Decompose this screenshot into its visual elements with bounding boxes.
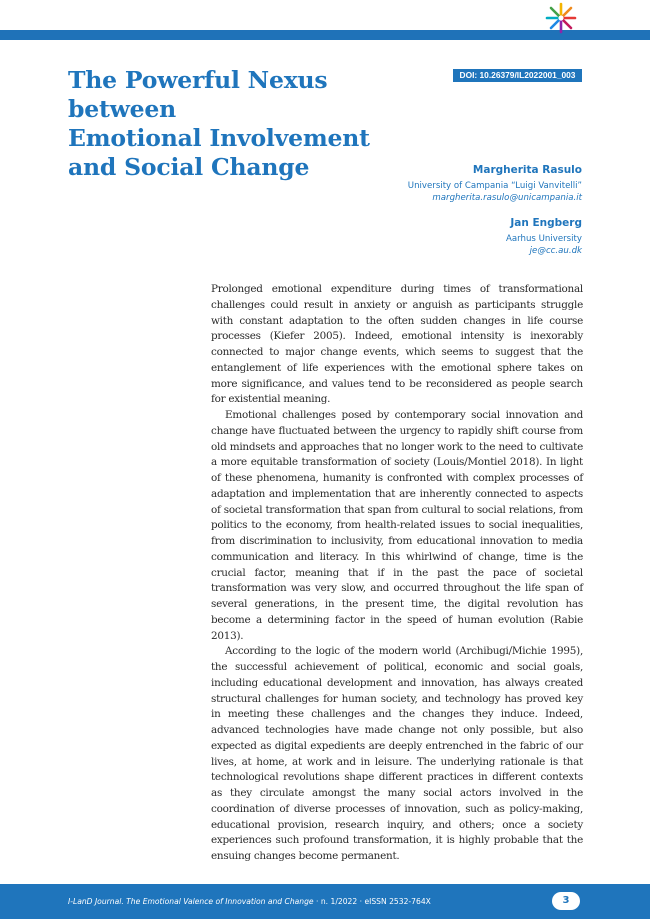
journal-name: I-LanD Journal. The Emotional Valence of Innovation and Change	[68, 897, 314, 906]
author-name: Jan Engberg	[510, 217, 582, 229]
journal-issue: · n. 1/2022 · eISSN 2532-764X	[313, 897, 431, 906]
author-email-link[interactable]: je@cc.au.dk	[529, 246, 582, 256]
page-number-badge: 3	[552, 892, 580, 910]
body-paragraph: Prolonged emotional expenditure during times of transformational challenges could result in anxiety or anguish as participants struggle with constant adaptation to the often sudden changes in life course processes (Kiefer 2005). Indeed, emotional intensity is inexorably connected to major change events, which seems to suggest that the entanglement of life experiences with the emotional sphere takes on more significance, and values tend to be reconsidered as people search for existential meaning.	[211, 283, 583, 406]
author-block	[282, 216, 582, 257]
body-paragraph: According to the logic of the modern world (Archibugi/Michie 1995), the successful achievement of political, economic and social goals, including educational development and innovation, has always created structural challenges for human society, and technology has proved key in meeting these challenges and the changes they induce. Indeed, advanced technologies have made change not only possible, but also expected as digital expedients are deeply entrenched in the fabric of our lives, at home, at work and in leisure. The underlying rationale is that technological revolutions shape different practices in different contexts as they circulate amongst the many social actors involved in the coordination of diverse processes of innovation, such as policy-making, educational provision, research inquiry, and others; once a society experiences such profound transformation, it is highly probable that the ensuing changes become permanent.	[211, 645, 583, 862]
title-line: Emotional Involvement	[68, 124, 370, 152]
body-paragraph: Emotional challenges posed by contemporary social innovation and change have fluctuated between the urgency to rapidly shift course from old mindsets and approaches that no longer work to the need to cultivate a more equitable transformation of society (Louis/Montiel 2018). In light of these phenomena, humanity is confronted with complex processes of adaptation and implementation that are inherently connected to aspects of societal transformation that span from cultural to social relations, from politics to the economy, from health-related issues to social inequalities, from discrimination to inclusivity, from educational innovation to media communication and literacy. In this whirlwind of change, time is the crucial factor, meaning that if in the past the pace of societal transformation was very slow, and occurred throughout the life span of several generations, in the present time, the digital revolution has become a determining factor in the speed of human evolution (Rabie 2013).	[211, 409, 583, 642]
title-line: and Social Change	[68, 153, 310, 181]
author-block	[282, 163, 582, 204]
star-burst-logo-icon	[544, 1, 578, 35]
author-email-link[interactable]: margherita.rasulo@unicampania.it	[432, 193, 582, 203]
journal-citation	[68, 896, 431, 907]
author-affiliation: Aarhus University	[506, 234, 582, 244]
article-body	[211, 282, 583, 865]
page-footer	[0, 884, 650, 919]
author-affiliation: University of Campania “Luigi Vanvitelli”	[407, 181, 582, 191]
author-name: Margherita Rasulo	[472, 164, 582, 176]
doi-badge[interactable]: DOI: 10.26379/IL2022001_003	[453, 69, 582, 82]
title-line: The Powerful Nexus between	[68, 66, 328, 123]
